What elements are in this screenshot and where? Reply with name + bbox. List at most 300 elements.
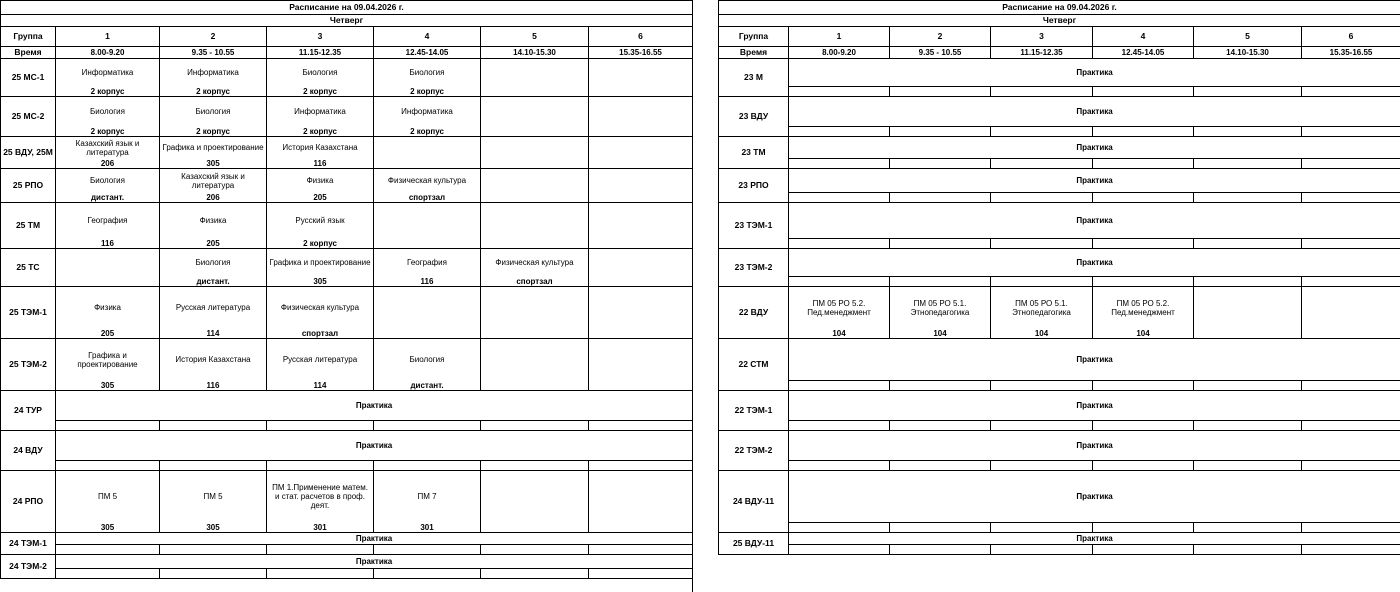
room-cell: 301 [374, 523, 481, 533]
period-number: 3 [991, 27, 1093, 47]
group-header: Группа [1, 27, 56, 47]
subject-cell [589, 287, 693, 329]
room-cell [890, 421, 991, 431]
room-cell: 305 [160, 159, 267, 169]
group-name: 25 ВДУ, 25М [1, 137, 56, 169]
room-cell [481, 421, 589, 431]
room-cell [1302, 239, 1400, 249]
subject-cell [481, 137, 589, 159]
group-row [719, 391, 1400, 421]
subject-cell: ПМ 1.Применение матем. и стат. расчетов в проф. деят. [267, 471, 374, 523]
room-row [719, 421, 1400, 431]
room-cell [991, 127, 1093, 137]
period-time: 12.45-14.05 [1093, 47, 1194, 59]
group-name: 24 ТЭМ-1 [1, 533, 56, 555]
practice-label: Практика [56, 431, 693, 461]
period-time: 11.15-12.35 [267, 47, 374, 59]
subject-cell [374, 137, 481, 159]
subject-cell: География [56, 203, 160, 239]
room-cell [267, 545, 374, 555]
subject-cell: Физическая культура [374, 169, 481, 193]
room-cell [56, 421, 160, 431]
room-cell [1302, 87, 1400, 97]
room-cell [589, 87, 693, 97]
group-row [719, 533, 1400, 545]
room-cell [374, 159, 481, 169]
room-row [1, 87, 693, 97]
room-cell: 2 корпус [267, 239, 374, 249]
room-cell [481, 381, 589, 391]
room-cell [374, 461, 481, 471]
period-time: 8.00-9.20 [789, 47, 890, 59]
room-cell [991, 277, 1093, 287]
subject-cell [589, 339, 693, 381]
room-cell: спортзал [481, 277, 589, 287]
room-cell [589, 159, 693, 169]
room-cell [589, 523, 693, 533]
room-cell [1194, 277, 1302, 287]
practice-label: Практика [789, 339, 1400, 381]
room-cell [56, 545, 160, 555]
group-name: 23 М [719, 59, 789, 97]
subject-cell: Биология [374, 339, 481, 381]
room-cell [991, 239, 1093, 249]
group-row [719, 203, 1400, 239]
room-cell: 305 [56, 381, 160, 391]
group-name: 22 СТМ [719, 339, 789, 391]
room-cell [1093, 545, 1194, 555]
room-cell: 116 [267, 159, 374, 169]
period-number: 5 [481, 27, 589, 47]
room-cell [890, 239, 991, 249]
practice-label: Практика [789, 137, 1400, 159]
room-cell [481, 193, 589, 203]
room-row [1, 239, 693, 249]
room-cell: 104 [1093, 329, 1194, 339]
room-cell [789, 523, 890, 533]
practice-label: Практика [789, 391, 1400, 421]
subject-cell [374, 287, 481, 329]
group-name: 25 ВДУ-11 [719, 533, 789, 555]
subject-cell [481, 471, 589, 523]
period-number: 6 [589, 27, 693, 47]
subject-cell [1194, 287, 1302, 329]
schedule-title: Расписание на 09.04.2026 г. [719, 1, 1400, 15]
period-number: 2 [160, 27, 267, 47]
subject-cell [589, 471, 693, 523]
room-row [719, 545, 1400, 555]
period-number: 4 [374, 27, 481, 47]
practice-label: Практика [789, 169, 1400, 193]
room-cell [160, 461, 267, 471]
room-cell [589, 193, 693, 203]
title-row [719, 1, 1400, 15]
room-cell [160, 545, 267, 555]
room-cell: 116 [56, 239, 160, 249]
subject-cell: ПМ 05 РО 5.2. Пед.менеджмент [1093, 287, 1194, 329]
room-cell [991, 461, 1093, 471]
group-row [719, 249, 1400, 277]
room-cell [481, 87, 589, 97]
subject-cell: ПМ 05 РО 5.1. Этнопедагогика [890, 287, 991, 329]
practice-label: Практика [789, 59, 1400, 87]
room-cell [991, 159, 1093, 169]
room-cell [481, 329, 589, 339]
room-row [1, 461, 693, 471]
group-row [1, 287, 693, 329]
subject-cell [589, 137, 693, 159]
group-row [1, 59, 693, 87]
room-cell [374, 329, 481, 339]
room-cell [1194, 87, 1302, 97]
room-cell [890, 381, 991, 391]
group-row [719, 287, 1400, 329]
room-cell [1093, 87, 1194, 97]
room-cell [1093, 523, 1194, 533]
room-row [719, 193, 1400, 203]
room-cell [1302, 277, 1400, 287]
room-cell [789, 461, 890, 471]
group-name: 24 ВДУ [1, 431, 56, 471]
subject-cell: Русский язык [267, 203, 374, 239]
room-cell [1093, 277, 1194, 287]
subject-cell: ПМ 5 [56, 471, 160, 523]
room-cell [1194, 159, 1302, 169]
group-row [1, 169, 693, 193]
room-row [719, 87, 1400, 97]
period-number: 3 [267, 27, 374, 47]
room-row [1, 381, 693, 391]
room-row [719, 239, 1400, 249]
room-cell [589, 421, 693, 431]
group-name: 24 ТЭМ-2 [1, 555, 56, 579]
group-name: 25 ТС [1, 249, 56, 287]
group-row [719, 97, 1400, 127]
room-cell [56, 461, 160, 471]
day-label: Четверг [1, 15, 693, 27]
subject-cell [481, 339, 589, 381]
room-row [719, 329, 1400, 339]
subject-cell: Казахский язык и литература [160, 169, 267, 193]
room-cell [1302, 127, 1400, 137]
room-cell [991, 193, 1093, 203]
group-row [719, 169, 1400, 193]
room-cell [1093, 381, 1194, 391]
practice-label: Практика [789, 471, 1400, 523]
group-row [719, 339, 1400, 381]
group-name: 22 ТЭМ-2 [719, 431, 789, 471]
room-cell: 2 корпус [56, 87, 160, 97]
room-cell [589, 239, 693, 249]
room-cell [991, 523, 1093, 533]
subject-cell: География [374, 249, 481, 277]
group-row [1, 137, 693, 159]
period-time: 12.45-14.05 [374, 47, 481, 59]
times-row [719, 47, 1400, 59]
subject-cell: Русская литература [267, 339, 374, 381]
room-row [1, 159, 693, 169]
group-header: Группа [719, 27, 789, 47]
room-cell [1093, 239, 1194, 249]
period-time: 15.35-16.55 [589, 47, 693, 59]
subject-cell: Графика и проектирование [267, 249, 374, 277]
group-row [1, 533, 693, 545]
room-cell [589, 545, 693, 555]
room-cell [1093, 461, 1194, 471]
room-cell [1093, 421, 1194, 431]
group-row [1, 339, 693, 381]
group-name: 23 ТЭМ-2 [719, 249, 789, 287]
room-cell [991, 381, 1093, 391]
subject-cell: Информатика [267, 97, 374, 127]
subject-cell: Русская литература [160, 287, 267, 329]
period-number: 1 [789, 27, 890, 47]
subject-cell: Физика [56, 287, 160, 329]
room-cell [1302, 523, 1400, 533]
subject-cell: Биология [374, 59, 481, 87]
room-row [1, 545, 693, 555]
room-cell: 2 корпус [374, 127, 481, 137]
group-row [1, 97, 693, 127]
subject-cell: Биология [160, 249, 267, 277]
room-row [719, 277, 1400, 287]
subject-cell [374, 203, 481, 239]
room-cell [789, 127, 890, 137]
room-cell [160, 421, 267, 431]
room-cell [789, 159, 890, 169]
group-name: 23 ТМ [719, 137, 789, 169]
times-row [1, 47, 693, 59]
subject-cell: Физика [160, 203, 267, 239]
room-row [1, 127, 693, 137]
room-row [1, 329, 693, 339]
period-time: 9.35 - 10.55 [890, 47, 991, 59]
time-header: Время [719, 47, 789, 59]
subject-cell [589, 59, 693, 87]
room-cell: 2 корпус [374, 87, 481, 97]
group-name: 23 РПО [719, 169, 789, 203]
room-cell [789, 87, 890, 97]
period-number: 6 [1302, 27, 1400, 47]
subject-cell: Биология [56, 169, 160, 193]
period-time: 15.35-16.55 [1302, 47, 1400, 59]
subject-cell: Графика и проектирование [56, 339, 160, 381]
room-row [1, 421, 693, 431]
group-name: 23 ТЭМ-1 [719, 203, 789, 249]
period-number: 2 [890, 27, 991, 47]
subject-cell: Информатика [160, 59, 267, 87]
group-name: 25 МС-2 [1, 97, 56, 137]
room-cell [789, 239, 890, 249]
practice-label: Практика [789, 97, 1400, 127]
room-cell: 104 [991, 329, 1093, 339]
group-row [719, 471, 1400, 523]
room-cell [1093, 127, 1194, 137]
period-number: 1 [56, 27, 160, 47]
subject-cell [589, 203, 693, 239]
subject-cell: Графика и проектирование [160, 137, 267, 159]
group-name: 25 МС-1 [1, 59, 56, 97]
room-cell: 104 [890, 329, 991, 339]
subject-cell: Биология [56, 97, 160, 127]
subject-cell: Информатика [374, 97, 481, 127]
group-name: 23 ВДУ [719, 97, 789, 137]
practice-label: Практика [56, 555, 693, 569]
subject-cell: Информатика [56, 59, 160, 87]
room-cell: 2 корпус [267, 87, 374, 97]
group-row [1, 471, 693, 523]
group-name: 22 ВДУ [719, 287, 789, 339]
room-cell [589, 127, 693, 137]
room-cell [1194, 381, 1302, 391]
room-cell: дистант. [374, 381, 481, 391]
subject-cell: Казахский язык и литература [56, 137, 160, 159]
group-row [1, 249, 693, 277]
room-cell [374, 545, 481, 555]
room-cell: 104 [789, 329, 890, 339]
subject-cell [56, 249, 160, 277]
room-cell [589, 329, 693, 339]
room-cell: 205 [56, 329, 160, 339]
room-cell: 305 [160, 523, 267, 533]
room-cell [890, 193, 991, 203]
room-cell [1302, 329, 1400, 339]
room-cell: 114 [267, 381, 374, 391]
group-row [1, 203, 693, 239]
room-cell: 114 [160, 329, 267, 339]
periods-row [719, 27, 1400, 47]
group-name: 22 ТЭМ-1 [719, 391, 789, 431]
subject-cell [589, 249, 693, 277]
room-cell [1194, 461, 1302, 471]
room-cell [589, 461, 693, 471]
room-cell [1302, 193, 1400, 203]
room-cell [267, 569, 374, 579]
group-row [1, 555, 693, 569]
room-cell: дистант. [56, 193, 160, 203]
room-cell: 116 [160, 381, 267, 391]
period-number: 5 [1194, 27, 1302, 47]
room-cell [481, 461, 589, 471]
group-name: 25 ТЭМ-2 [1, 339, 56, 391]
room-cell [1194, 329, 1302, 339]
room-cell [481, 569, 589, 579]
subject-cell: ПМ 05 РО 5.2. Пед.менеджмент [789, 287, 890, 329]
room-cell [789, 381, 890, 391]
room-cell [589, 569, 693, 579]
room-cell [1302, 461, 1400, 471]
subject-cell: Физика [267, 169, 374, 193]
day-label: Четверг [719, 15, 1400, 27]
room-cell: 305 [267, 277, 374, 287]
subject-cell: ПМ 5 [160, 471, 267, 523]
room-cell [789, 421, 890, 431]
room-cell [1302, 545, 1400, 555]
subject-cell: Физическая культура [267, 287, 374, 329]
room-cell [1194, 545, 1302, 555]
group-name: 24 ТУР [1, 391, 56, 431]
room-cell [589, 277, 693, 287]
room-row [719, 381, 1400, 391]
room-cell [1302, 381, 1400, 391]
room-cell [160, 569, 267, 579]
group-name: 24 РПО [1, 471, 56, 533]
room-cell: 206 [56, 159, 160, 169]
room-cell: 2 корпус [160, 87, 267, 97]
subject-cell: Биология [267, 59, 374, 87]
room-row [1, 277, 693, 287]
room-cell [1302, 421, 1400, 431]
room-cell [991, 421, 1093, 431]
room-cell [56, 569, 160, 579]
periods-row [1, 27, 693, 47]
group-row [1, 431, 693, 461]
room-cell [481, 159, 589, 169]
room-cell: 2 корпус [267, 127, 374, 137]
room-cell: спортзал [267, 329, 374, 339]
day-row [1, 15, 693, 27]
room-row [1, 569, 693, 579]
subject-cell: Биология [160, 97, 267, 127]
room-cell [481, 545, 589, 555]
group-row [719, 59, 1400, 87]
period-time: 8.00-9.20 [56, 47, 160, 59]
room-row [719, 461, 1400, 471]
room-cell: спортзал [374, 193, 481, 203]
subject-cell: История Казахстана [267, 137, 374, 159]
room-cell [890, 545, 991, 555]
title-row [1, 1, 693, 15]
practice-label: Практика [56, 391, 693, 421]
room-cell [1194, 127, 1302, 137]
group-row [1, 391, 693, 421]
subject-cell [481, 287, 589, 329]
room-cell [374, 569, 481, 579]
room-cell [789, 193, 890, 203]
room-cell [991, 545, 1093, 555]
room-cell: 2 корпус [160, 127, 267, 137]
period-number: 4 [1093, 27, 1194, 47]
group-name: 25 ТМ [1, 203, 56, 249]
time-header: Время [1, 47, 56, 59]
subject-cell: ПМ 05 РО 5.1. Этнопедагогика [991, 287, 1093, 329]
group-name: 25 ТЭМ-1 [1, 287, 56, 339]
room-row [1, 193, 693, 203]
room-cell [890, 523, 991, 533]
room-cell [56, 277, 160, 287]
period-time: 14.10-15.30 [481, 47, 589, 59]
room-row [719, 523, 1400, 533]
subject-cell: ПМ 7 [374, 471, 481, 523]
room-cell [267, 421, 374, 431]
group-name: 24 ВДУ-11 [719, 471, 789, 533]
room-cell [1194, 421, 1302, 431]
subject-cell [589, 169, 693, 193]
room-cell [267, 461, 374, 471]
room-cell [890, 277, 991, 287]
room-cell [789, 277, 890, 287]
room-cell [1093, 193, 1194, 203]
period-time: 11.15-12.35 [991, 47, 1093, 59]
room-cell [481, 127, 589, 137]
room-cell [1194, 239, 1302, 249]
subject-cell [481, 97, 589, 127]
sheet-gap [692, 0, 719, 592]
room-cell: 206 [160, 193, 267, 203]
subject-cell [481, 203, 589, 239]
subject-cell [481, 169, 589, 193]
subject-cell [1302, 287, 1400, 329]
